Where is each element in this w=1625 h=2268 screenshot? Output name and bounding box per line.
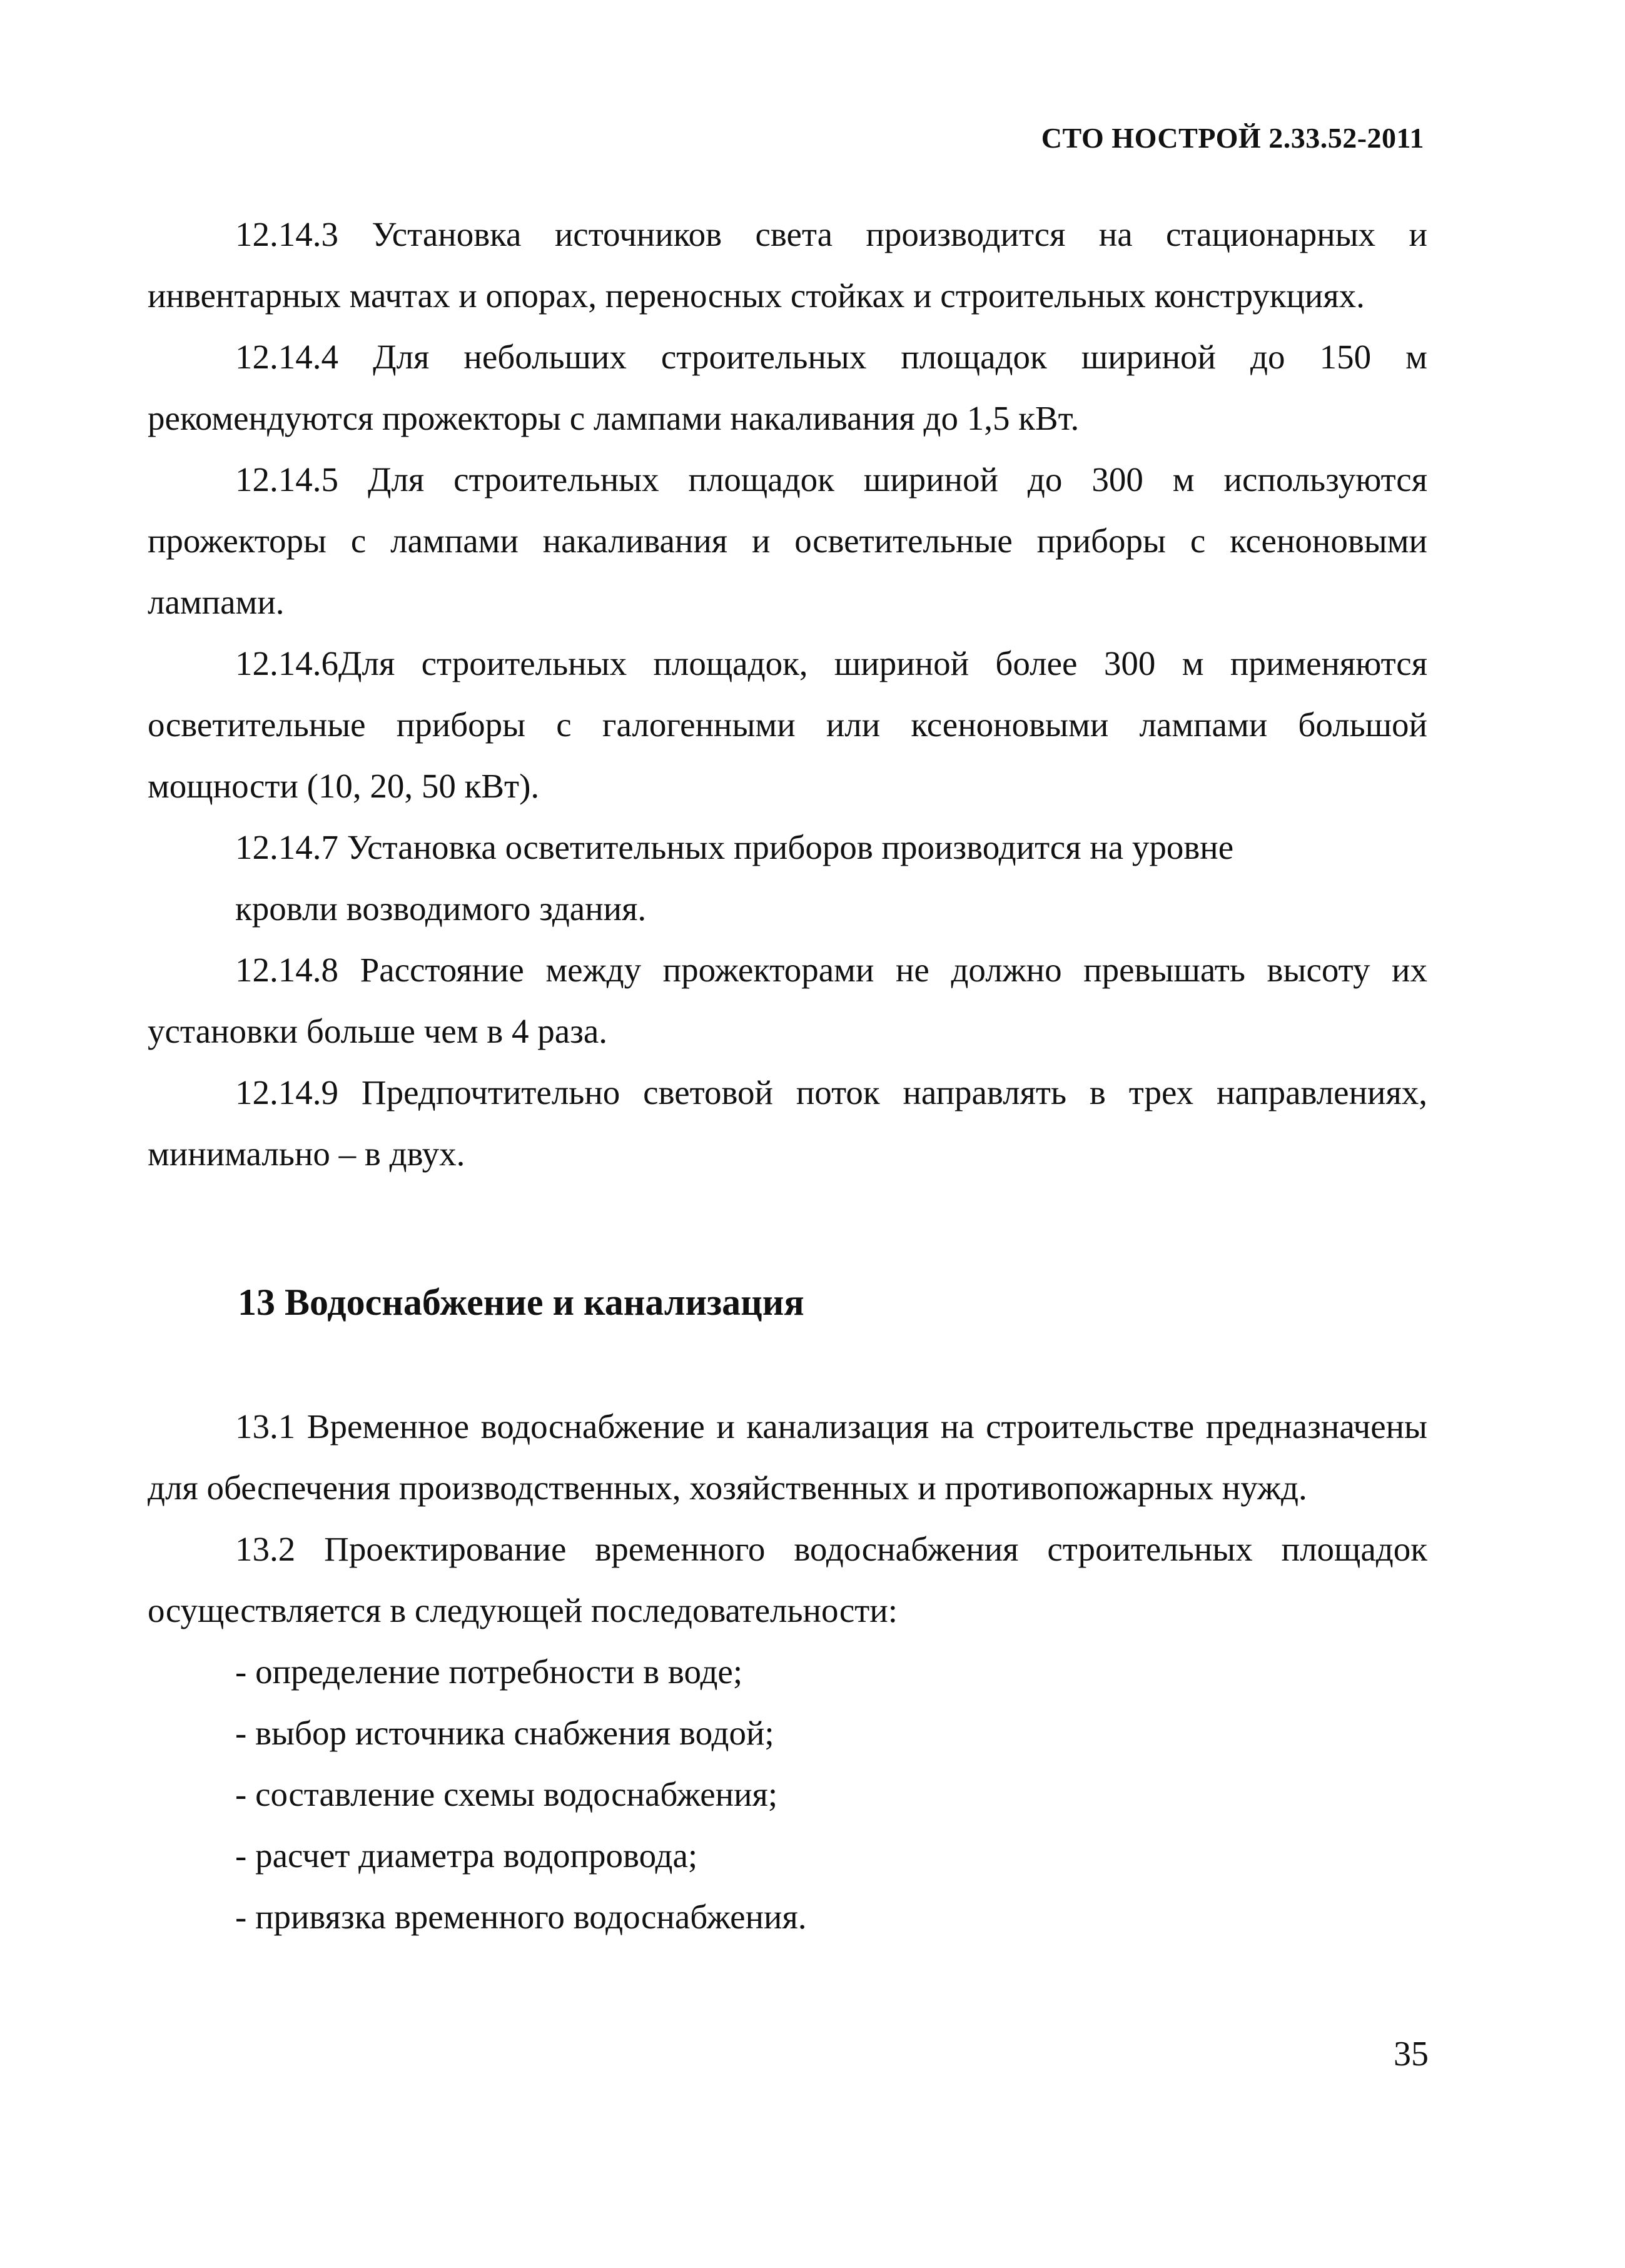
section-13-heading: 13 Водоснабжение и канализация <box>238 1282 804 1323</box>
list-item: - расчет диаметра водопровода; <box>235 1836 698 1875</box>
paragraph-12-14-3: 12.14.3 Установка источников света производится на стационарных и инвентарных мачтах и опорах, переносных стойках и строительных конструкциях. <box>148 215 1427 315</box>
paragraph-13-1: 13.1 Временное водоснабжение и канализация на строительстве предназначены для обеспечения производственных, хозяйственных и противопожарных нужд. <box>148 1407 1427 1507</box>
list-item: - определение потребности в воде; <box>235 1653 743 1691</box>
document-code-header: СТО НОСТРОЙ 2.33.52-2011 <box>1041 122 1424 154</box>
paragraph-12-14-8: 12.14.8 Расстояние между прожекторами не должно превышать высоту их установки больше чем в 4 раза. <box>148 951 1427 1050</box>
list-item: - привязка временного водоснабжения. <box>235 1898 807 1936</box>
page-number: 35 <box>1394 2035 1429 2073</box>
section-13-body <box>148 1396 1427 1948</box>
paragraph-12-14-9: 12.14.9 Предпочтительно световой поток направлять в трех направлениях, минимально – в двух. <box>148 1073 1427 1173</box>
paragraph-12-14-7-continuation: кровли возводимого здания. <box>235 889 647 928</box>
list-item: - составление схемы водоснабжения; <box>235 1775 778 1813</box>
paragraph-12-14-7: 12.14.7 Установка осветительных приборов производится на уровне <box>235 828 1234 866</box>
paragraph-12-14-4: 12.14.4 Для небольших строительных площадок шириной до 150 м рекомендуются прожекторы с лампами накаливания до 1,5 кВт. <box>148 338 1427 437</box>
paragraph-13-2: 13.2 Проектирование временного водоснабжения строительных площадок осуществляется в следующей последовательности: <box>148 1530 1427 1629</box>
list-item: - выбор источника снабжения водой; <box>235 1714 774 1752</box>
section-12-body <box>148 204 1427 1185</box>
paragraph-12-14-6: 12.14.6Для строительных площадок, шириной более 300 м применяются осветительные приборы с галогенными или ксеноновыми лампами большой мощности (10, 20, 50 кВт). <box>148 644 1427 805</box>
paragraph-12-14-5: 12.14.5 Для строительных площадок шириной до 300 м используются прожекторы с лампами накаливания и осветительные приборы с ксеноновыми лампами. <box>148 460 1427 621</box>
